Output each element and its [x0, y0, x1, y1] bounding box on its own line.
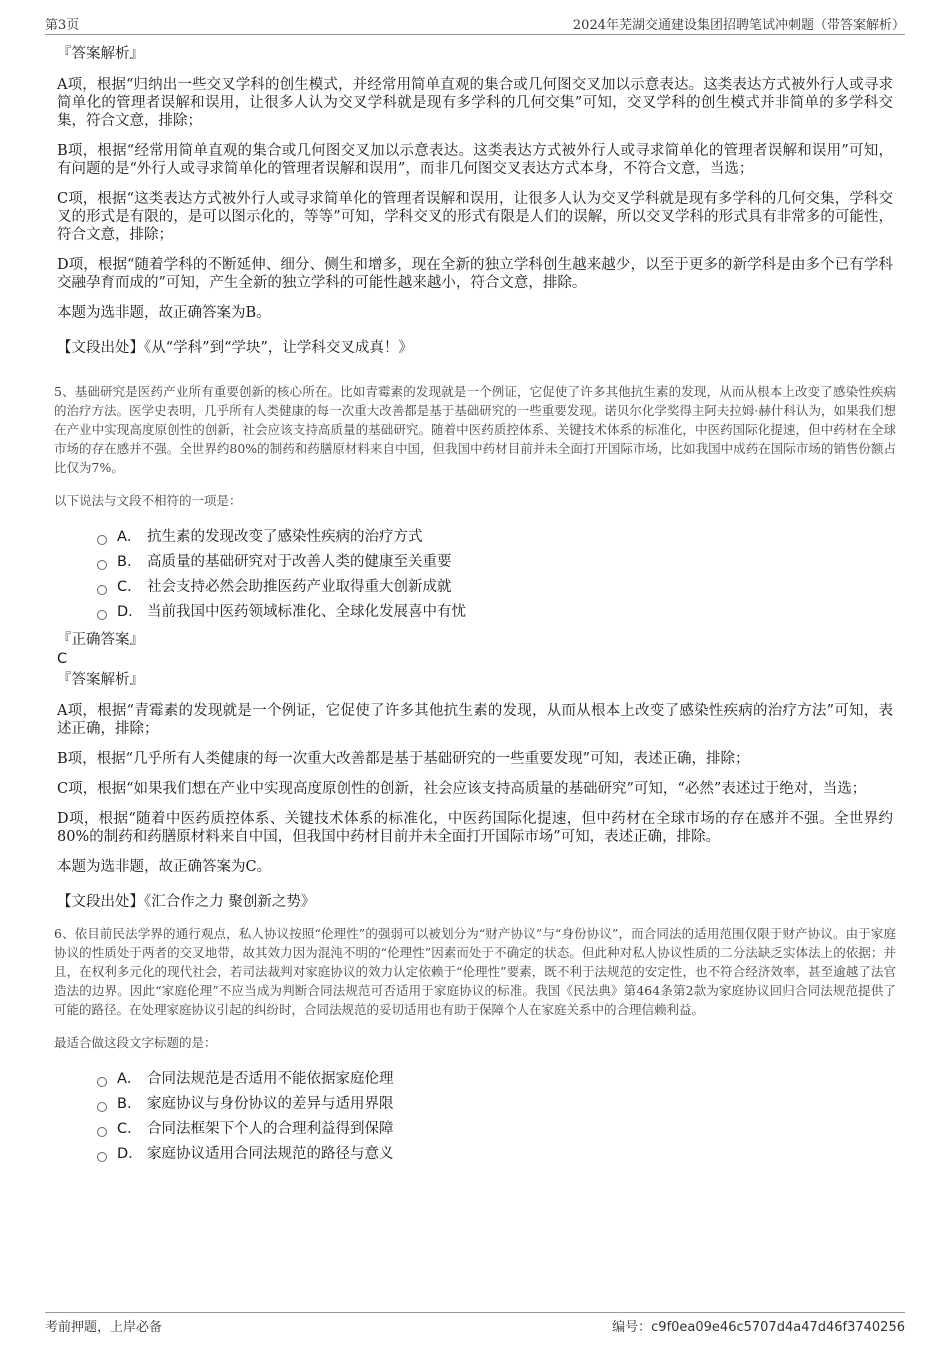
document-title: 2024年芜湖交通建设集团招聘笔试冲刺题（带答案解析） [572, 18, 905, 33]
question-5-options [97, 525, 893, 625]
analysis-label: 『答案解析』 [57, 46, 144, 62]
option-text: 家庭协议适用合同法规范的路径与意义 [147, 1146, 394, 1162]
page-header [45, 12, 905, 35]
analysis-conclusion: 本题为选非题，故正确答案为C。 [57, 859, 272, 875]
radio-button[interactable] [97, 1102, 107, 1112]
radio-button[interactable] [97, 1152, 107, 1162]
radio-button[interactable] [97, 1077, 107, 1087]
option-b[interactable] [97, 1092, 893, 1117]
analysis-conclusion: 本题为选非题，故正确答案为B。 [57, 305, 271, 321]
question-6-options [97, 1067, 893, 1167]
option-a[interactable] [97, 525, 893, 550]
option-text: 合同法框架下个人的合理利益得到保障 [147, 1121, 394, 1137]
option-c[interactable] [97, 1117, 893, 1142]
page-footer [45, 1312, 905, 1335]
analysis-paragraph: D项，根据“随着学科的不断延伸、细分、侧生和增多，现在全新的独立学科创生越来越少，以至于更多的新学科是由多个已有学科交融孕育而成的”可知，产生全新的独立学科的可能性越来越小，符合文意，排除。 [57, 257, 893, 291]
correct-answer-value: C [57, 651, 68, 667]
radio-button[interactable] [97, 535, 107, 545]
option-letter: D． [117, 604, 143, 620]
option-letter: B． [117, 1096, 142, 1112]
page-content [54, 44, 896, 1173]
question-6-prompt: 最适合做这段文字标题的是： [54, 1035, 217, 1050]
analysis-paragraph: A项，根据“青霉素的发现就是一个例证，它促使了许多其他抗生素的发现，从而从根本上改变了感染性疾病的治疗方法”可知，表述正确，排除； [57, 703, 893, 737]
option-letter: A． [117, 529, 142, 545]
option-text: 当前我国中医药领域标准化、全球化发展喜中有忧 [147, 604, 466, 620]
option-letter: B． [117, 554, 142, 570]
option-letter: C． [117, 579, 142, 595]
radio-button[interactable] [97, 585, 107, 595]
option-text: 社会支持必然会助推医药产业取得重大创新成就 [147, 579, 452, 595]
radio-button[interactable] [97, 560, 107, 570]
analysis-paragraph: B项，根据“几乎所有人类健康的每一次重大改善都是基于基础研究的一些重要发现”可知，表述正确，排除； [57, 751, 750, 767]
option-text: 高质量的基础研究对于改善人类的健康至关重要 [147, 554, 452, 570]
analysis-paragraph: A项，根据“归纳出一些交叉学科的创生模式，并经常用简单直观的集合或几何图交叉加以示意表达。这类表达方式被外行人或寻求简单化的管理者误解和误用，让很多人认为交叉学科就是现有多学科的几何交集”可知，交叉学科的创生模式并非简单的多学科交集，符合文意，排除； [57, 77, 893, 129]
question-5-prompt: 以下说法与文段不相符的一项是： [54, 493, 242, 508]
correct-answer-label: 『正确答案』 [57, 632, 144, 648]
option-text: 抗生素的发现改变了感染性疾病的治疗方式 [147, 529, 423, 545]
radio-button[interactable] [97, 1127, 107, 1137]
code-label: 编号： [612, 1320, 652, 1335]
radio-button[interactable] [97, 610, 107, 620]
analysis-paragraph: C项，根据“如果我们想在产业中实现高度原创性的创新，社会应该支持高质量的基础研究”可知，“必然”表述过于绝对，当选； [57, 781, 867, 797]
option-text: 家庭协议与身份协议的差异与适用界限 [147, 1096, 394, 1112]
footer-slogan: 考前押题，上岸必备 [45, 1320, 163, 1335]
option-text: 合同法规范是否适用不能依据家庭伦理 [147, 1071, 394, 1087]
option-d[interactable] [97, 600, 893, 625]
option-letter: C． [117, 1121, 142, 1137]
option-d[interactable] [97, 1142, 893, 1167]
option-c[interactable] [97, 575, 893, 600]
option-letter: D． [117, 1146, 143, 1162]
question-5-text: 5、基础研究是医药产业所有重要创新的核心所在。比如青霉素的发现就是一个例证，它促使了许多其他抗生素的发现，从而从根本上改变了感染性疾病的治疗方法。医学史表明，几乎所有人类健康的每一次重大改善都是基于基础研究的一些重要发现。诺贝尔化学奖得主阿夫拉姆·赫什科认为，如果我们想在产业中实现高度原创性的创新，社会应该支持高质量的基础研究。随着中医药质控体系、关键技术体系的标准化，中医药国际化提速，但中药材在全球市场的存在感并不强。全世界约80%的制药和药膳原材料来自中国，但我国中药材目前并未全面打开国际市场，比如我国中成药在国际市场的销售份额占比仅为7%。 [54, 384, 896, 475]
option-a[interactable] [97, 1067, 893, 1092]
page-number: 第3页 [45, 18, 80, 33]
source-citation: 【文段出处】《从“学科”到“学块”，让学科交叉成真！》 [57, 340, 413, 356]
analysis-paragraph: C项，根据“这类表达方式被外行人或寻求简单化的管理者误解和误用，让很多人认为交叉学科就是现有多学科的几何交集，学科交叉的形式是有限的，是可以图示化的，等等”可知，学科交叉的形式有限是人们的误解，所以交叉学科的形式具有非常多的可能性，符合文意，排除； [57, 191, 893, 243]
question-6-text: 6、依目前民法学界的通行观点，私人协议按照“伦理性”的强弱可以被划分为“财产协议”与“身份协议”，而合同法的适用范围仅限于财产协议。由于家庭协议的性质处于两者的交叉地带，故其效力因为混沌不明的“伦理性”因素而处于不确定的状态。但此种对私人协议性质的二分法缺乏实体法上的依据；并且，在权利多元化的现代社会，若司法裁判对家庭协议的效力认定依赖于“伦理性”要素，既不利于法规范的安定性，也不符合经济效率，甚至逾越了法官造法的边界。因此“家庭伦理”不应当成为判断合同法规范可否适用于家庭协议的标准。我国《民法典》第464条第2款为家庭协议回归合同法规范提供了可能的路径。在处理家庭协议引起的纠纷时，合同法规范的妥切适用也有助于保障个人在家庭关系中的合理信赖利益。 [54, 926, 896, 1017]
source-citation: 【文段出处】《汇合作之力 聚创新之势》 [57, 894, 316, 910]
analysis-paragraph: B项，根据“经常用简单直观的集合或几何图交叉加以示意表达。这类表达方式被外行人或寻求简单化的管理者误解和误用”可知，有问题的是“外行人或寻求简单化的管理者误解和误用”，而非几何图交叉表达方式本身，不符合文意，当选； [57, 143, 893, 177]
code-value: c9f0ea09e46c5707d4a47d46f3740256 [651, 1320, 905, 1335]
option-b[interactable] [97, 550, 893, 575]
option-letter: A． [117, 1071, 142, 1087]
analysis-label: 『答案解析』 [57, 672, 144, 688]
document-code [612, 1316, 905, 1335]
analysis-paragraph: D项，根据“随着中医药质控体系、关键技术体系的标准化，中医药国际化提速，但中药材在全球市场的存在感并不强。全世界约80%的制药和药膳原材料来自中国，但我国中药材目前并未全面打开国际市场”可知，表述正确，排除。 [57, 811, 893, 845]
